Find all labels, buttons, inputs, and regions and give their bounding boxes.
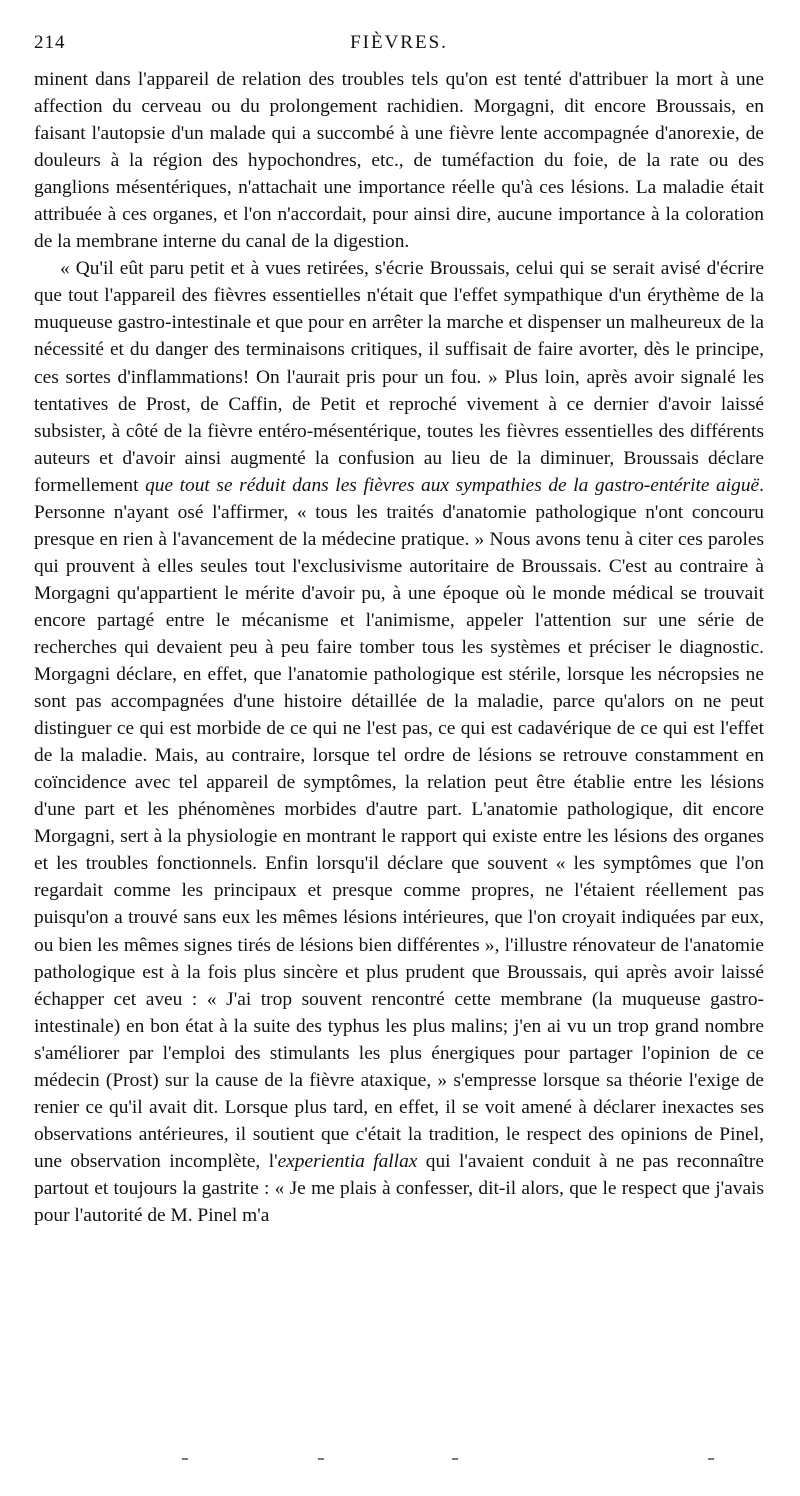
page-number: 214 (34, 32, 66, 53)
book-page (34, 32, 764, 1229)
paragraph-2-text-a: « Qu'il eût paru petit et à vues retirées, s'écrie Broussais, celui qui se serait avisé d'écrire que tout l'appareil des fièvres essentielles n'était que l'effet sympathique d'un érythème de la muqueuse gastro-intestinale et que pour en arrêter la marche et dispenser un malheureux de la nécessité et du danger des terminaisons critiques, il suffisait de faire avorter, dès le principe, ces sortes d'inflammations! On l'aurait pris pour un fou. » Plus loin, après avoir signalé les tentatives de Prost, de Caffin, de Petit et reproché vivement à ce dernier d'avoir laissé subsister, à côté de la fièvre entéro-mésentérique, toutes les fièvres essentielles des différents auteurs et d'avoir ainsi augmenté la confusion au lieu de la diminuer, Broussais déclare formellement (34, 258, 764, 496)
italic-phrase-gastro-enterite: que tout se réduit dans les fièvres aux sympathies de la gastro-entérite aiguë (145, 474, 760, 496)
speck (318, 1458, 324, 1460)
running-head (34, 32, 764, 58)
italic-phrase-experientia-fallax: experientia fallax (277, 1150, 418, 1172)
speck (182, 1458, 188, 1460)
speck (708, 1458, 714, 1460)
paragraph-quote-broussais (34, 255, 764, 1229)
paragraph-1-text: minent dans l'appareil de relation des troubles tels qu'on est tenté d'attribuer la mort à une affection du cerveau ou du prolongement rachidien. Morgagni, dit encore Broussais, en faisant l'autopsie d'un malade qui a succombé à une fièvre lente accompagnée d'anorexie, de douleurs à la région des hypochondres, etc., de tuméfaction du foie, de la rate ou des ganglions mésentériques, n'attachait une importance réelle qu'à ces lésions. La maladie était attribuée à ces organes, et l'on n'accordait, pour ainsi dire, aucune importance à la coloration de la membrane interne du canal de la digestion. (34, 69, 764, 253)
paragraph-2-text-c: qui l'avaient conduit à ne pas reconnaître partout et toujours la gastrite : « Je me plais à confesser, dit-il alors, que le respect que j'avais pour l'autorité de M. Pinel m'a (34, 1150, 764, 1226)
paragraph-2-text-b: . Personne n'ayant osé l'affirmer, « tous les traités d'anatomie pathologique n'ont concouru presque en rien à l'avancement de la médecine pratique. » Nous avons tenu à citer ces paroles qui prouvent à elles seules tout l'exclusivisme autoritaire de Broussais. C'est au contraire à Morgagni qu'appartient le mérite d'avoir pu, à une époque où le monde médical se trouvait encore partagé entre le mécanisme et l'animisme, appeler l'attention sur une série de recherches qui devaient peu à peu faire tomber tous les systèmes et préciser le diagnostic. Morgagni déclare, en effet, que l'anatomie pathologique est stérile, lorsque les nécropsies ne sont pas accompagnées d'une histoire détaillée de la maladie, parce qu'alors on ne peut distinguer ce qui est morbide de ce qui ne l'est pas, ce qui est cadavérique de ce qui est l'effet de la maladie. Mais, au contraire, lorsque tel ordre de lésions se retrouve constamment en coïncidence avec tel appareil de symptômes, la relation peut être établie entre les lésions d'une part et les phénomènes morbides d'autre part. L'anatomie pathologique, dit encore Morgagni, sert à la physiologie en montrant le rapport qui existe entre les lésions des organes et les troubles fonctionnels. Enfin lorsqu'il déclare que souvent « les symptômes que l'on regardait comme les principaux et presque comme propres, ne l'étaient réellement pas puisqu'on a trouvé sans eux les mêmes lésions intérieures, que l'on croyait indiquées par eux, ou bien les mêmes signes tirés de lésions bien différentes », l'illustre rénovateur de l'anatomie pathologique est à la fois plus sincère et plus prudent que Broussais, qui après avoir laissé échapper cet aveu : « J'ai trop souvent rencontré cette membrane (la muqueuse gastro-intestinale) en bon état à la suite des typhus les plus malins; j'en ai vu un trop grand nombre s'améliorer par l'emploi des stimulants les plus énergiques pour partager l'opinion de ce médecin (Prost) sur la cause de la fièvre ataxique, » s'empresse lorsque sa théorie l'exige de renier ce qu'il avait dit. Lorsque plus tard, en effet, il se voit amené à déclarer inexactes ses observations antérieures, il soutient que c'était la tradition, le respect des opinions de Pinel, une observation incomplète, l' (34, 474, 764, 1172)
page-bottom-specks (0, 1458, 800, 1468)
running-title: FIÈVRES. (350, 32, 448, 53)
speck (452, 1458, 458, 1460)
paragraph-continued (34, 66, 764, 255)
body-text (34, 66, 764, 1229)
